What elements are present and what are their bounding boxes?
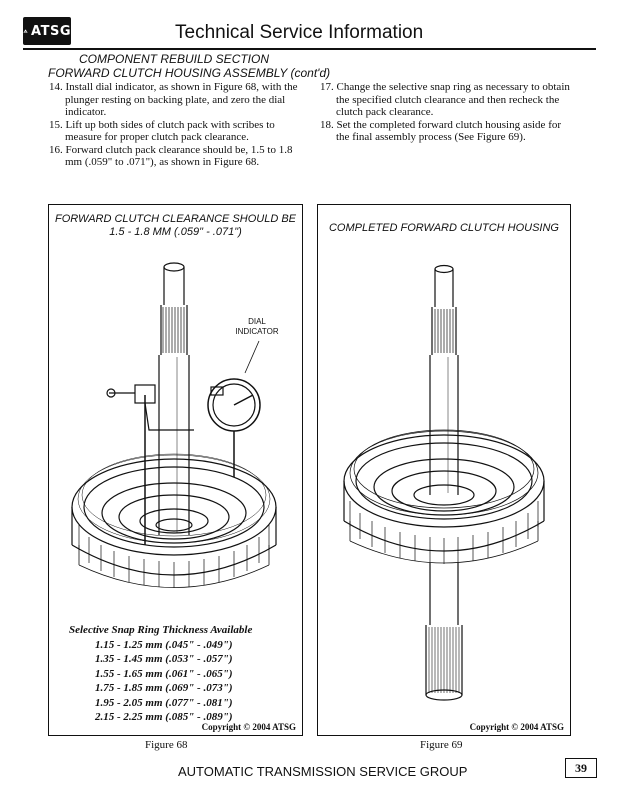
figure-68-title-line1: FORWARD CLUTCH CLEARANCE SHOULD BE <box>54 213 297 225</box>
steps-right-list <box>320 81 575 144</box>
figure-68-panel <box>48 204 303 736</box>
figure-69-title: COMPLETED FORWARD CLUTCH HOUSING <box>328 222 559 234</box>
figure-68-copyright: Copyright © 2004 ATSG <box>201 722 296 732</box>
figure-68-caption: Figure 68 <box>145 739 188 751</box>
snap-ring-row: 1.15 - 1.25 mm (.045" - .049") <box>95 638 233 651</box>
snap-ring-row: 1.95 - 2.05 mm (.077" - .081") <box>95 696 233 709</box>
dial-indicator-label <box>227 317 287 337</box>
figure-68-illustration <box>49 245 302 620</box>
section-subheading: FORWARD CLUTCH HOUSING ASSEMBLY (cont'd) <box>48 66 331 80</box>
section-heading: COMPONENT REBUILD SECTION <box>79 52 270 66</box>
page-title: Technical Service Information <box>175 22 424 43</box>
step-14: 14. Install dial indicator, as shown in Figure 68, with the plunger resting on backing plate, and zero the dial indicator. <box>49 81 298 118</box>
figure-68-title-line2: 1.5 - 1.8 MM (.059" - .071") <box>109 226 242 238</box>
snap-ring-row: 2.15 - 2.25 mm (.085" - .089") <box>95 711 233 723</box>
atsg-logo-mark-icon <box>23 25 28 37</box>
steps-left-list <box>49 81 299 169</box>
snap-ring-row: 1.55 - 1.65 mm (.061" - .065") <box>95 667 233 680</box>
snap-ring-rows <box>69 638 289 725</box>
snap-ring-row: 1.75 - 1.85 mm (.069" - .073") <box>95 682 233 694</box>
footer-text: AUTOMATIC TRANSMISSION SERVICE GROUP <box>178 764 468 779</box>
step-18: 18. Set the completed forward clutch housing aside for the final assembly process (See Figure 69). <box>320 118 562 143</box>
page-number: 39 <box>565 758 597 778</box>
figure-69-copyright: Copyright © 2004 ATSG <box>469 722 564 732</box>
dial-label-line1: DIAL <box>248 317 266 326</box>
step-17: 17. Change the selective snap ring as necessary to obtain the specified clutch clearance and then recheck the clutch pack clearance. <box>320 81 570 118</box>
snap-ring-table <box>69 623 289 725</box>
snap-ring-row: 1.35 - 1.45 mm (.053" - .057") <box>95 653 233 665</box>
step-15: 15. Lift up both sides of clutch pack with scribes to measure for proper clutch pack clearance. <box>49 118 275 143</box>
dial-label-line2: INDICATOR <box>235 327 279 336</box>
step-16: 16. Forward clutch pack clearance should be, 1.5 to 1.8 mm (.059" to .071"), as shown in Figure 68. <box>49 143 293 168</box>
header-rule <box>23 48 596 50</box>
figure-69-illustration <box>318 245 570 715</box>
figure-69-panel <box>317 204 571 736</box>
figure-68-title <box>49 213 302 239</box>
atsg-logo <box>23 17 71 45</box>
logo-text: ATSG <box>31 23 71 39</box>
figure-69-caption: Figure 69 <box>420 739 463 751</box>
snap-ring-table-title: Selective Snap Ring Thickness Available <box>69 624 253 636</box>
